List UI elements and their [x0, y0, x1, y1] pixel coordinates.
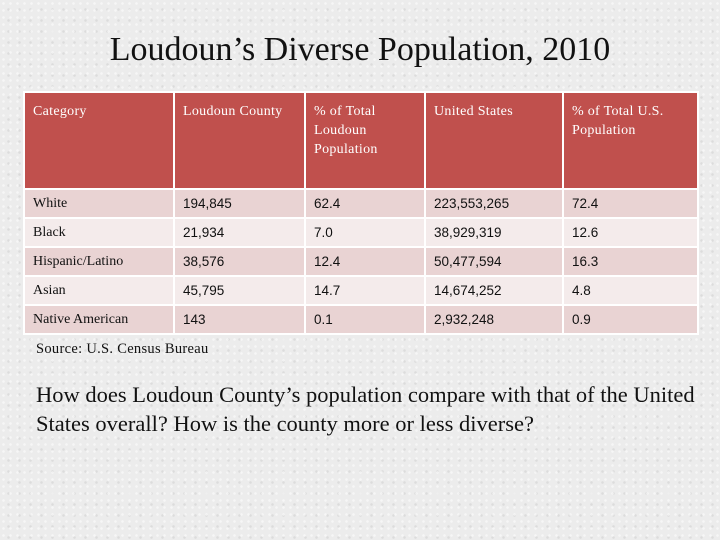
table-header-row	[24, 92, 698, 189]
cell-us-count: 38,929,319	[425, 218, 563, 247]
header-category: Category	[24, 92, 174, 189]
cell-loudoun-count: 45,795	[174, 276, 305, 305]
table-row	[24, 276, 698, 305]
cell-category: White	[24, 189, 174, 218]
cell-loudoun-pct: 0.1	[305, 305, 425, 334]
slide-title: Loudoun’s Diverse Population, 2010	[109, 31, 611, 68]
cell-category: Native American	[24, 305, 174, 334]
header-pct-us: % of Total U.S. Population	[563, 92, 698, 189]
table-row	[24, 189, 698, 218]
cell-us-pct: 0.9	[563, 305, 698, 334]
cell-category: Hispanic/Latino	[24, 247, 174, 276]
cell-us-pct: 72.4	[563, 189, 698, 218]
discussion-question: How does Loudoun County’s population compare with that of the United States overall? How is the county more or less diverse?	[36, 382, 695, 436]
source-note: Source: U.S. Census Bureau	[36, 341, 209, 357]
cell-us-pct: 16.3	[563, 247, 698, 276]
cell-us-count: 223,553,265	[425, 189, 563, 218]
cell-us-count: 50,477,594	[425, 247, 563, 276]
header-united-states: United States	[425, 92, 563, 189]
cell-loudoun-count: 21,934	[174, 218, 305, 247]
table-row	[24, 305, 698, 334]
cell-category: Asian	[24, 276, 174, 305]
table-row	[24, 218, 698, 247]
cell-loudoun-count: 194,845	[174, 189, 305, 218]
header-loudoun-county: Loudoun County	[174, 92, 305, 189]
cell-loudoun-pct: 7.0	[305, 218, 425, 247]
header-pct-loudoun: % of Total Loudoun Population	[305, 92, 425, 189]
population-table	[23, 91, 699, 335]
table-row	[24, 247, 698, 276]
cell-us-count: 2,932,248	[425, 305, 563, 334]
cell-loudoun-pct: 62.4	[305, 189, 425, 218]
cell-us-pct: 12.6	[563, 218, 698, 247]
cell-loudoun-count: 38,576	[174, 247, 305, 276]
cell-us-count: 14,674,252	[425, 276, 563, 305]
cell-loudoun-count: 143	[174, 305, 305, 334]
cell-loudoun-pct: 14.7	[305, 276, 425, 305]
cell-category: Black	[24, 218, 174, 247]
cell-us-pct: 4.8	[563, 276, 698, 305]
cell-loudoun-pct: 12.4	[305, 247, 425, 276]
